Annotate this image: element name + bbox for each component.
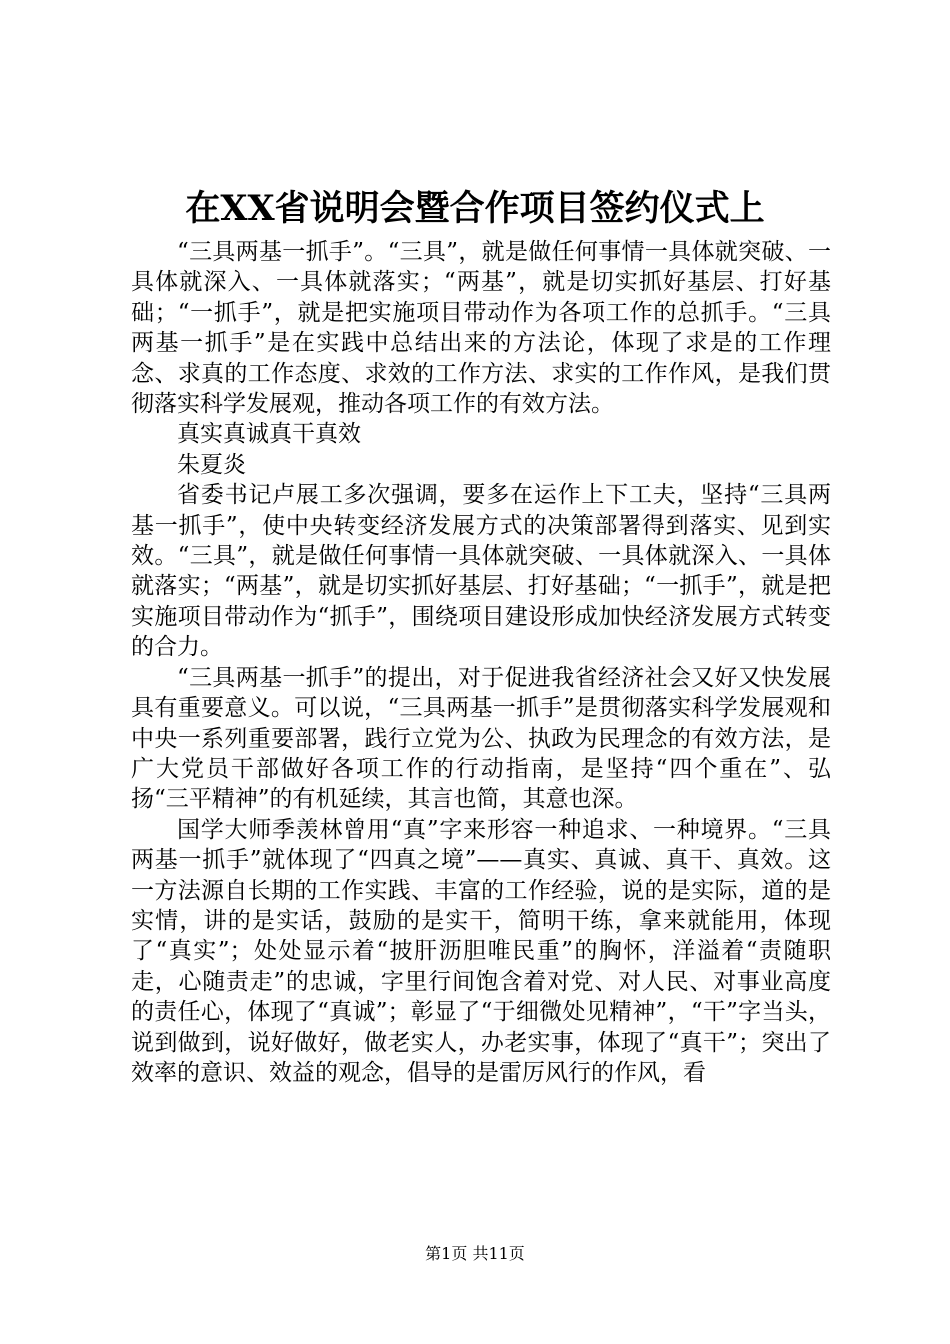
paragraph-body-3: 国学大师季羡林曾用“真”字来形容一种追求、一种境界。“三具两基一抓手”就体现了“四真之境”——真实、真诚、真干、真效。这一方法源自长期的工作实践、丰富的工作经验，说的是实际，道的是实情，讲的是实话，鼓励的是实干，简明干练，拿来就能用，体现了“真实”；处处显示着“披肝沥胆唯民重”的胸怀，洋溢着“责随职走，心随责走”的忠诚，字里行间饱含着对党、对人民、对事业高度的责任心，体现了“真诚”；彰显了“于细微处见精神”，“干”字当头，说到做到，说好做好，做老实人，办老实事，体现了“真干”；突出了效率的意识、效益的观念，倡导的是雷厉风行的作风，看	[131, 816, 831, 1086]
author-name: 朱夏炎	[177, 451, 246, 478]
subheading: 真实真诚真干真效	[177, 421, 361, 448]
paragraph-body-2: “三具两基一抓手”的提出，对于促进我省经济社会又好又快发展具有重要意义。可以说，“三具两基一抓手”是贯彻落实科学发展观和中央一系列重要部署，践行立党为公、执政为民理念的有效方法，是广大党员干部做好各项工作的行动指南，是坚持“四个重在”、弘扬“三平精神”的有机延续，其言也简，其意也深。	[131, 664, 831, 813]
document-body	[131, 237, 831, 1088]
paragraph-body-1: 省委书记卢展工多次强调，要多在运作上下工夫，坚持“三具两基一抓手”，使中央转变经济发展方式的决策部署得到落实、见到实效。“三具”，就是做任何事情一具体就突破、一具体就深入、一具体就落实；“两基”，就是切实抓好基层、打好基础；“一抓手”，就是把实施项目带动作为“抓手”，围绕项目建设形成加快经济发展方式转变的合力。	[131, 482, 831, 661]
document-title: 在XX省说明会暨合作项目签约仪式上	[185, 188, 765, 229]
page-number-footer: 第1页 共11页	[425, 1244, 525, 1263]
paragraph-intro: “三具两基一抓手”。“三具”，就是做任何事情一具体就突破、一具体就深入、一具体就落实；“两基”，就是切实抓好基层、打好基础；“一抓手”，就是把实施项目带动作为各项工作的总抓手。“三具两基一抓手”是在实践中总结出来的方法论，体现了求是的工作理念、求真的工作态度、求效的工作方法、求实的工作作风，是我们贯彻落实科学发展观，推动各项工作的有效方法。	[131, 239, 831, 418]
